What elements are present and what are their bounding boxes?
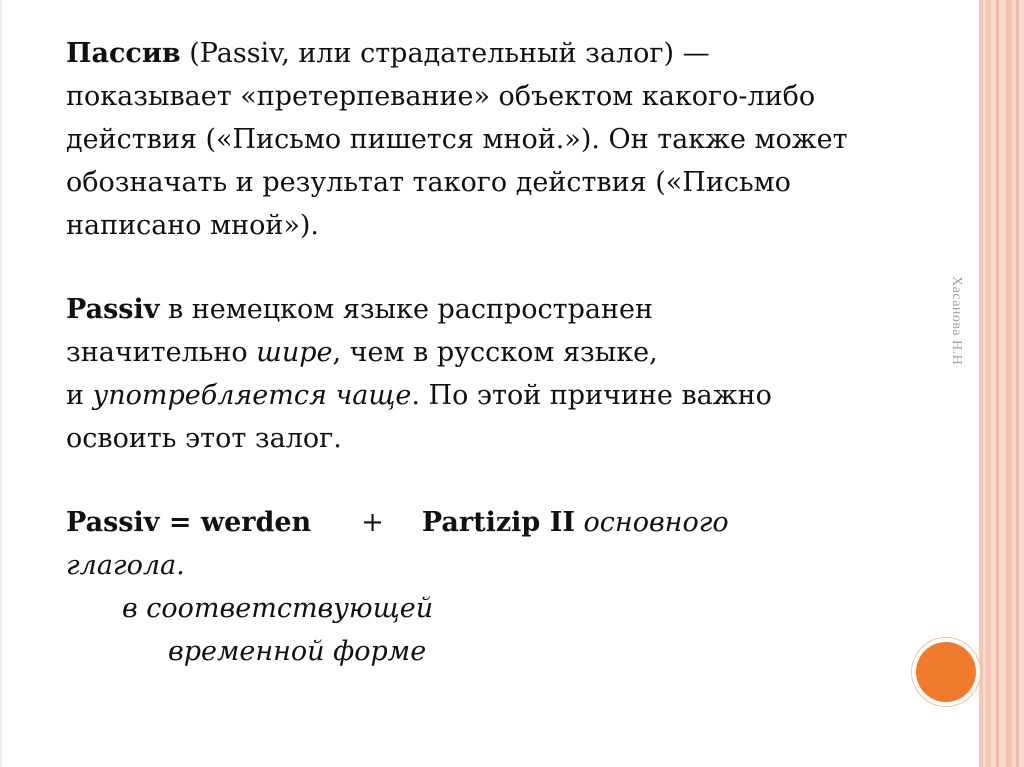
decorative-stripe xyxy=(979,0,983,767)
text-line: и употребляется чаще. По этой причине важно xyxy=(66,380,772,411)
formula-line: Passiv = werden + Partizip II основного xyxy=(66,507,729,538)
author-side-label: Хасанова Н.Н xyxy=(949,276,964,366)
text-line: действия («Письмо пишется мной.»). Он также может xyxy=(66,124,848,155)
decorative-stripe xyxy=(996,0,999,767)
formula-line: глагола. xyxy=(66,550,185,581)
decorative-stripe xyxy=(986,0,991,767)
term-passiv-ru: Пассив xyxy=(66,38,181,69)
formula-note: в соответствующей xyxy=(122,593,434,624)
text-line: Passiv в немецком языке распространен xyxy=(66,294,653,325)
text-line: обозначать и результат такого действия («Письмо xyxy=(66,167,791,198)
formula-note: временной форме xyxy=(168,636,427,667)
formula-left: Passiv = werden xyxy=(66,507,312,538)
text-line: написано мной»). xyxy=(66,210,320,241)
definition-paragraph xyxy=(66,32,946,247)
formula-plus: + xyxy=(361,507,384,538)
term-passiv-de: Passiv xyxy=(66,294,160,325)
usage-paragraph xyxy=(66,288,946,460)
text-line: значительно шире, чем в русском языке, xyxy=(66,337,658,368)
text-line: освоить этот залог. xyxy=(66,423,342,454)
formula-right: Partizip II xyxy=(421,507,575,538)
left-edge-line xyxy=(0,0,2,767)
decorative-stripe xyxy=(1006,0,1012,767)
slide-body xyxy=(66,32,946,673)
decorative-stripe xyxy=(1016,0,1019,767)
formula-block xyxy=(66,501,946,673)
text-line: Пассив (Passiv, или страдательный залог) — xyxy=(66,38,710,69)
text-line: показывает «претерпевание» объектом какого-либо xyxy=(66,81,816,112)
